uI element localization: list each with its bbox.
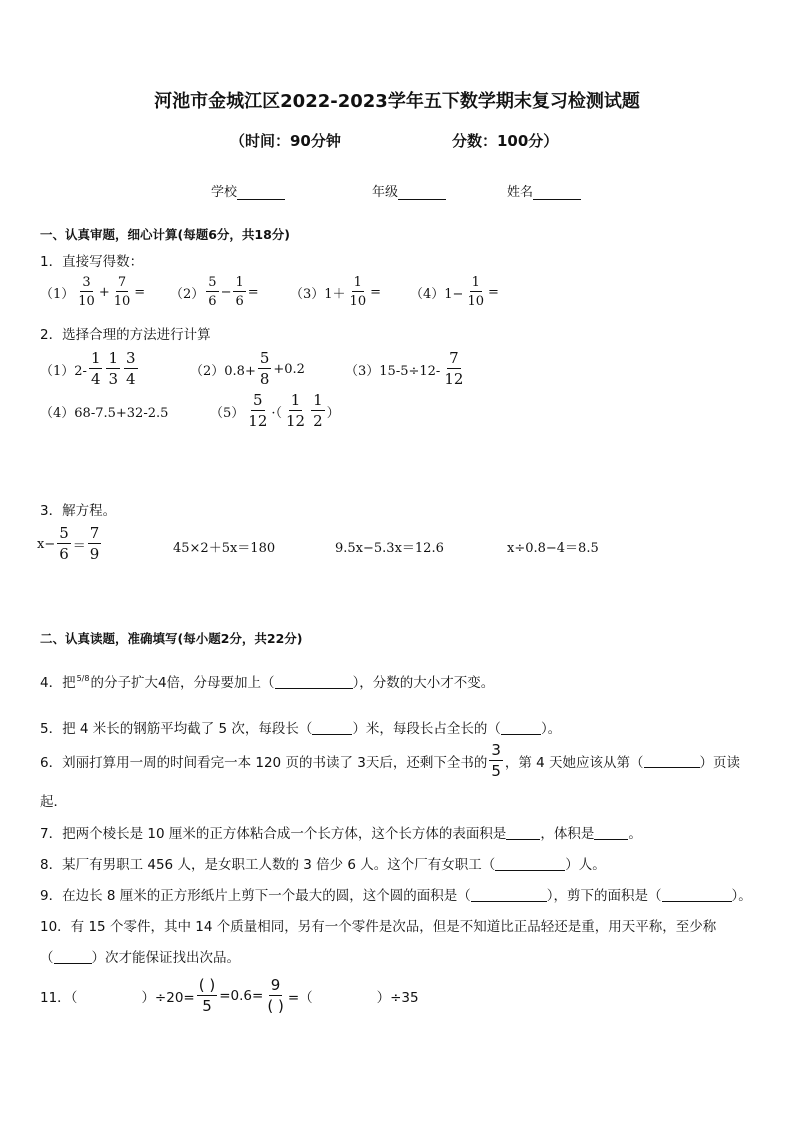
question-4: 4．把5/8的分子扩大4倍，分母要加上（ ），分数的大小才不变。: [40, 674, 495, 691]
q1-item-4: （4）1− $\frac{1}{10}$ =: [410, 275, 499, 309]
question-6: 6．刘丽打算用一周的时间看完一本 120 页的书读了 3天后，还剩下全书的 $\frac{3}{5}$ ，第 4 天她应该从第（ ）页读: [40, 741, 741, 780]
answer-blank[interactable]: [594, 826, 628, 840]
time-label: （时间：90分钟: [230, 132, 341, 150]
q2-item-1: （1）2- $\frac{1}{4}$ $\frac{1}{3}$ $\frac{3}{4}$: [40, 349, 136, 388]
q2-item-3: （3）15-5÷12- $\frac{7}{12}$: [345, 349, 464, 388]
answer-blank[interactable]: [506, 826, 540, 840]
grade-field[interactable]: 年级: [372, 181, 446, 200]
answer-blank[interactable]: [644, 754, 700, 768]
question-7: 7．把两个棱长是 10 厘米的正方体粘合成一个长方体，这个长方体的表面积是 ，体积是 。: [40, 826, 642, 842]
equation-3: 9.5x−5.3x＝12.6: [335, 541, 444, 556]
q1-item-2: （2） $\frac{5}{6}$ − $\frac{1}{6}$ =: [170, 275, 259, 309]
answer-blank[interactable]: [501, 721, 541, 735]
answer-blank[interactable]: [275, 675, 353, 689]
equation-1: x− $\frac{5}{6}$ ＝ $\frac{7}{9}$: [37, 524, 100, 563]
answer-blank[interactable]: [471, 888, 547, 902]
answer-blank[interactable]: [662, 888, 732, 902]
school-field[interactable]: 学校: [211, 181, 285, 200]
question-11: 11．（ ）÷20= $\frac{( )}{5}$ =0.6= $\frac{9}{( )}$ =（ ）÷35: [40, 976, 419, 1015]
q1-item-1: （1） $\frac{3}{10}$ + $\frac{7}{10}$ =: [40, 275, 146, 309]
answer-blank[interactable]: [312, 721, 352, 735]
answer-blank[interactable]: [495, 857, 565, 871]
question-2-label: 2．选择合理的方法进行计算: [40, 327, 211, 343]
page-title: 河池市金城江区2022-2023学年五下数学期末复习检测试题: [154, 91, 640, 112]
equation-2: 45×2＋5x＝180: [173, 541, 276, 556]
score-label: 分数：100分）: [452, 132, 559, 150]
section-2-heading: 二、认真读题，准确填写(每小题2分，共22分): [40, 631, 303, 646]
q2-item-2: （2）0.8+ $\frac{5}{8}$ +0.2: [190, 349, 305, 388]
q2-item-5: （5） $\frac{5}{12}$ ·（ $\frac{1}{12}$ $\frac{1}{2}$ ）: [210, 391, 340, 430]
question-3-label: 3．解方程。: [40, 503, 117, 519]
question-9: 9．在边长 8 厘米的正方形纸片上剪下一个最大的圆，这个圆的面积是（ ），剪下的面积是（ ）。: [40, 888, 752, 904]
q1-item-3: （3）1＋ $\frac{1}{10}$ =: [290, 275, 381, 309]
question-1-label: 1．直接写得数：: [40, 254, 144, 270]
section-1-heading: 一、认真审题，细心计算(每题6分，共18分): [40, 227, 291, 242]
name-field[interactable]: 姓名: [507, 181, 581, 200]
question-8: 8．某厂有男职工 456 人，是女职工人数的 3 倍少 6 人。这个厂有女职工（ ）人。: [40, 857, 606, 873]
q2-item-4: （4）68-7.5+32-2.5: [40, 406, 169, 421]
answer-blank[interactable]: [54, 950, 92, 964]
question-10-continued: （ ）次才能保证找出次品。: [40, 950, 240, 966]
equation-4: x÷0.8−4＝8.5: [507, 541, 599, 556]
question-6-continued: 起．: [40, 794, 67, 810]
question-5: 5．把 4 米长的钢筋平均截了 5 次，每段长（ ）米，每段长占全长的（ ）。: [40, 721, 562, 737]
question-10: 10．有 15 个零件，其中 14 个质量相同，另有一个零件是次品，但是不知道比正品轻还是重，用天平称，至少称: [40, 919, 717, 935]
